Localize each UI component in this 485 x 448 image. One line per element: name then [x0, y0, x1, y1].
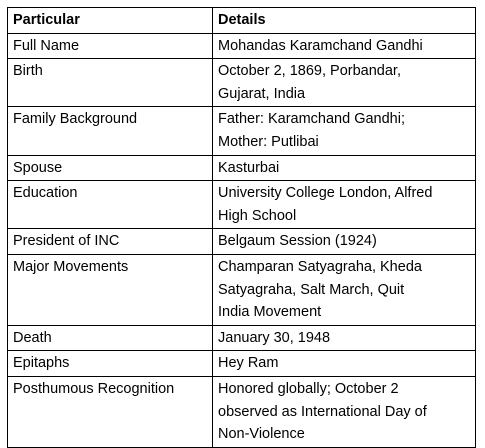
details-line: Non-Violence	[218, 426, 305, 443]
gandhi-info-table	[7, 7, 476, 448]
cell-particular: Family Background	[8, 107, 213, 155]
details-line: observed as International Day of	[218, 403, 427, 420]
details-line: Mohandas Karamchand Gandhi	[218, 37, 423, 54]
cell-details	[213, 351, 476, 377]
details-line: Champaran Satyagraha, Kheda	[218, 258, 422, 275]
cell-details	[213, 325, 476, 351]
cell-particular: Major Movements	[8, 254, 213, 325]
details-line: University College London, Alfred	[218, 185, 433, 202]
cell-details	[213, 376, 476, 447]
header-details: Details	[213, 8, 476, 34]
table-header-row	[8, 8, 476, 34]
cell-details	[213, 254, 476, 325]
details-line: October 2, 1869, Porbandar,	[218, 63, 401, 80]
details-line: Mother: Putlibai	[218, 133, 319, 150]
details-line: Father: Karamchand Gandhi;	[218, 111, 405, 128]
table-row	[8, 107, 476, 155]
header-particular: Particular	[8, 8, 213, 34]
details-line: Belgaum Session (1924)	[218, 233, 377, 250]
cell-particular: Spouse	[8, 155, 213, 181]
cell-particular: Death	[8, 325, 213, 351]
table-header	[8, 8, 476, 34]
table-row	[8, 325, 476, 351]
table-row	[8, 33, 476, 59]
details-line: Satyagraha, Salt March, Quit	[218, 281, 405, 298]
table-row	[8, 155, 476, 181]
cell-details	[213, 229, 476, 255]
table-row	[8, 59, 476, 107]
details-line: Hey Ram	[218, 355, 279, 372]
cell-details	[213, 155, 476, 181]
table-row	[8, 376, 476, 447]
details-line: Kasturbai	[218, 159, 280, 176]
cell-particular: Posthumous Recognition	[8, 376, 213, 447]
table-body	[8, 33, 476, 447]
table-row	[8, 351, 476, 377]
details-line: Honored globally; October 2	[218, 380, 399, 397]
table-row	[8, 181, 476, 229]
cell-details	[213, 107, 476, 155]
details-line: High School	[218, 207, 297, 224]
cell-details	[213, 33, 476, 59]
cell-details	[213, 59, 476, 107]
details-line: January 30, 1948	[218, 329, 331, 346]
details-line: India Movement	[218, 304, 322, 321]
details-line: Gujarat, India	[218, 85, 306, 102]
cell-particular: Education	[8, 181, 213, 229]
cell-particular: Full Name	[8, 33, 213, 59]
cell-particular: Birth	[8, 59, 213, 107]
table-row	[8, 254, 476, 325]
cell-particular: President of INC	[8, 229, 213, 255]
cell-details	[213, 181, 476, 229]
table-row	[8, 229, 476, 255]
cell-particular: Epitaphs	[8, 351, 213, 377]
